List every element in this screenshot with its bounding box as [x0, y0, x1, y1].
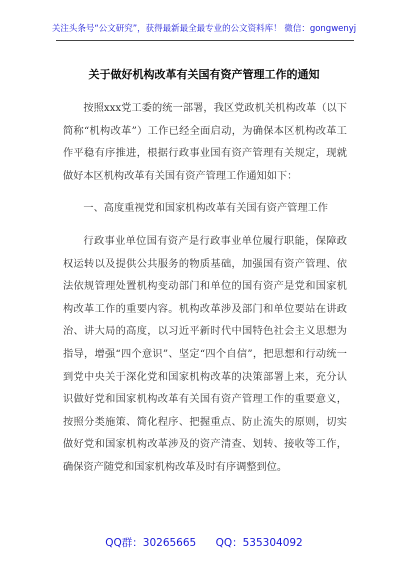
qq-group-text: QQ群：30265665	[105, 537, 197, 549]
page-footer	[0, 535, 408, 550]
document-body	[63, 98, 347, 480]
document-title: 关于做好机构改革有关国有资产管理工作的通知	[88, 68, 320, 81]
page-header-banner: 关注头条号“公文研究”，获得最新最全最专业的公文资料库！ 微信：gongwenyj	[51, 24, 357, 34]
qq-contact-text: QQ：535304092	[215, 537, 303, 549]
header-divider	[56, 40, 354, 41]
intro-paragraph: 按照xxx党工委的统一部署，我区党政机关机构改革（以下简称“机构改革”）工作已经全面启动，为确保本区机构改革工作平稳有序推进，根据行政事业国有资产管理有关规定，现就做好本区机构改革有关国有资产管理工作通知如下：	[63, 103, 347, 182]
section-heading-1: 一、高度重视党和国家机构改革有关国有资产管理工作	[83, 203, 328, 215]
section-1-paragraph: 行政事业单位国有资产是行政事业单位履行职能，保障政权运转以及提供公共服务的物质基础，加强国有资产管理、依法依规管理处置机构变动部门和单位的国有资产是党和国家机构改革工作的重要内容。机构改革涉及部门和单位要站在讲政治、讲大局的高度，以习近平新时代中国特色社会主义思想为指导，增强“四个意识”、坚定“四个自信”，把思想和行动统一到党中央关于深化党和国家机构改革的决策部署上来，充分认识做好党和国家机构改革有关国有资产管理工作的重要意义，按照分类施策、简化程序、把握重点、防止流失的原则，切实做好党和国家机构改革涉及的资产清查、划转、接收等工作，确保资产随党和国家机构改革及时有序调整到位。	[63, 235, 347, 473]
